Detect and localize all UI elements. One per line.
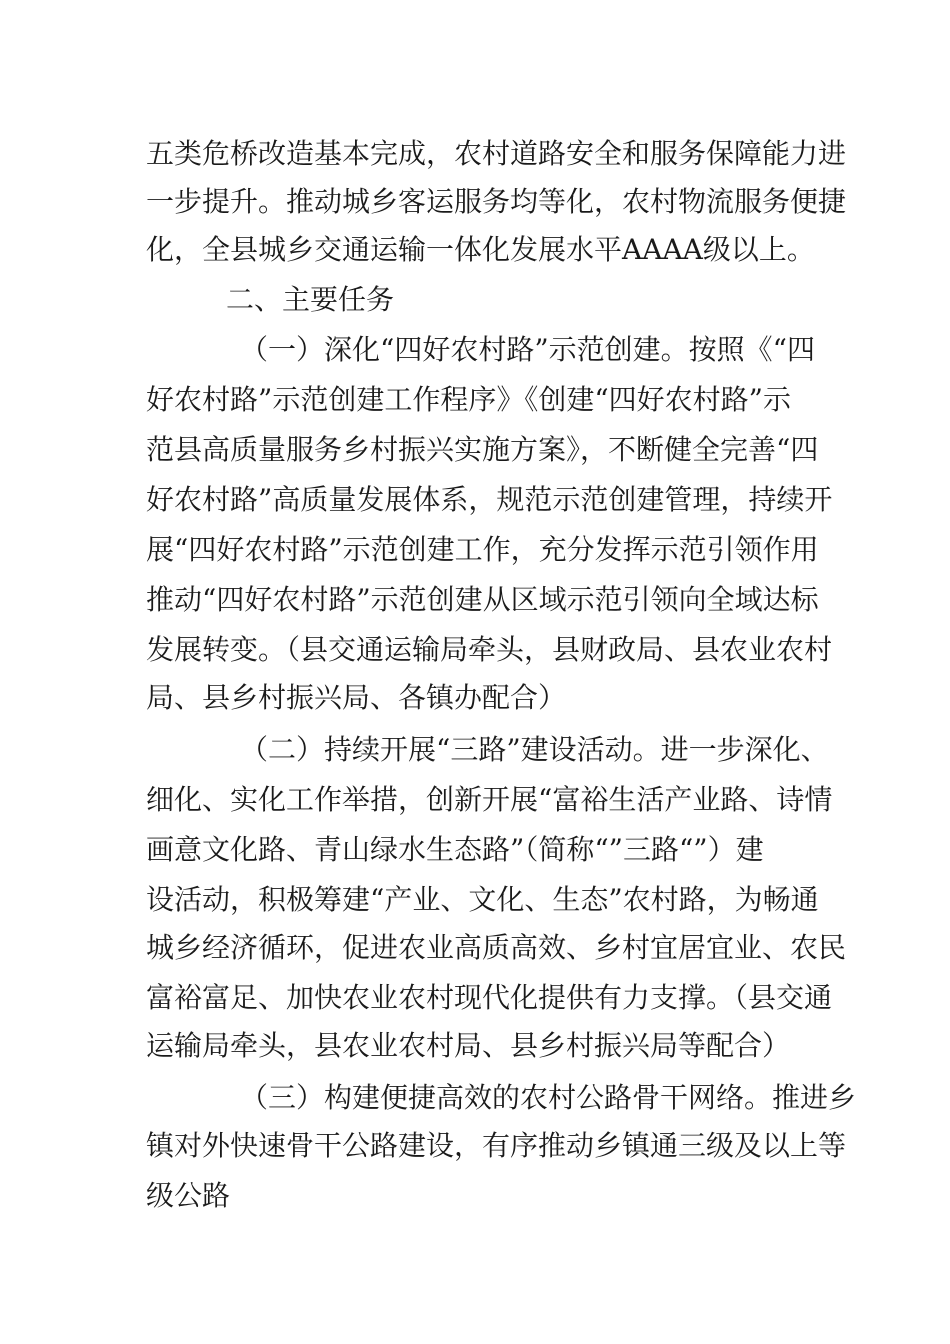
text-line: 局、县乡村振兴局、各镇办配合） [146,681,567,714]
text-line: 五类危桥改造基本完成，农村道路安全和服务保障能力进 [146,137,847,170]
section-heading: 二、主要任务 [226,283,395,316]
text-line: 运输局牵头，县农业农村局、县乡村振兴局等配合） [146,1029,791,1062]
text-line: 展“四好农村路”示范创建工作，充分发挥示范引领作用 [146,533,819,566]
text-line: 画意文化路、青山绿水生态路”（简称“”三路“”）建 [146,833,764,866]
text-line: 推动“四好农村路”示范创建从区域示范引领向全域达标 [146,583,819,616]
subsection-heading-line: （三）构建便捷高效的农村公路骨干网络。推进乡 [240,1081,857,1114]
text-line: 好农村路”高质量发展体系，规范示范创建管理，持续开 [146,483,833,516]
text-line: 设活动，积极筹建“产业、文化、生态”农村路，为畅通 [146,883,819,916]
text-line: 富裕富足、加快农业农村现代化提供有力支撑。（县交通 [146,981,833,1014]
text-line: 细化、实化工作举措，创新开展“富裕生活产业路、诗情 [146,783,833,816]
text-line: 级公路 [146,1179,231,1212]
text-line: 好农村路”示范创建工作程序》《创建“四好农村路”示 [146,383,791,416]
text-line: 镇对外快速骨干公路建设，有序推动乡镇通三级及以上等 [146,1129,847,1162]
text-line: 范县高质量服务乡村振兴实施方案》，不断健全完善“四 [146,433,819,466]
subsection-heading-line: （一）深化“四好农村路”示范创建。按照《“四 [240,333,815,366]
subsection-heading-line: （二）持续开展“三路”建设活动。进一步深化、 [240,733,829,766]
text-line: 城乡经济循环，促进农业高质高效、乡村宜居宜业、农民 [146,931,847,964]
text-line: 发展转变。（县交通运输局牵头，县财政局、县农业农村 [146,633,833,666]
text-line: 化，全县城乡交通运输一体化发展水平AAAA级以上。 [146,233,815,266]
text-line: 一步提升。推动城乡客运服务均等化，农村物流服务便捷 [146,185,847,218]
